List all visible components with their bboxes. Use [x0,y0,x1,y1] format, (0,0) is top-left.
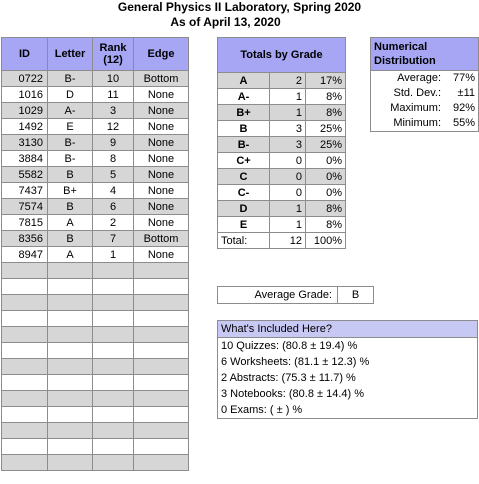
grade-cell: B- [218,137,270,153]
rank-cell: 8 [93,151,134,167]
distribution-value: 92% [452,102,475,114]
grade-cell: B+ [218,105,270,121]
student-id-cell [2,327,48,343]
empty-table-row [2,407,189,423]
table-row [2,119,189,135]
letter-cell [48,407,93,423]
rank-cell [93,391,134,407]
rank-cell: 9 [93,135,134,151]
percent-cell: 8% [306,217,346,233]
letter-cell [48,423,93,439]
grade-table-body [2,71,189,471]
edge-cell [134,311,189,327]
edge-cell: None [134,103,189,119]
count-cell: 3 [270,137,306,153]
edge-cell [134,327,189,343]
student-id-cell: 1029 [2,103,48,119]
distribution-value: ±11 [457,87,475,99]
student-id-cell: 1016 [2,87,48,103]
rank-cell [93,439,134,455]
col-id-header: ID [2,38,48,71]
table-row [2,103,189,119]
included-item: 0 Exams: ( ± ) % [221,404,303,416]
count-cell: 1 [270,89,306,105]
edge-cell: None [134,151,189,167]
rank-cell: 12 [93,119,134,135]
included-item: 6 Worksheets: (81.1 ± 12.3) % [221,356,370,368]
empty-table-row [2,327,189,343]
letter-cell: B- [48,151,93,167]
letter-cell: B- [48,71,93,87]
rank-cell: 6 [93,199,134,215]
student-id-cell [2,279,48,295]
average-grade-value: B [337,287,373,303]
letter-cell [48,375,93,391]
letter-cell: A [48,215,93,231]
empty-table-row [2,439,189,455]
distribution-value: 77% [452,72,475,84]
distribution-label: Minimum: [393,117,441,129]
distribution-row [371,101,478,116]
grade-table [1,37,189,471]
distribution-row [371,86,478,101]
rank-cell [93,311,134,327]
letter-cell: E [48,119,93,135]
student-id-cell [2,359,48,375]
edge-cell [134,279,189,295]
student-id-cell: 7815 [2,215,48,231]
edge-cell: None [134,167,189,183]
letter-cell: B+ [48,183,93,199]
date-text: As of April 13, 2020 [170,15,281,29]
table-row [2,167,189,183]
percent-cell: 17% [306,73,346,89]
totals-row [218,201,346,217]
total-label: Total: [218,233,270,249]
totals-row [218,169,346,185]
rank-cell [93,375,134,391]
rank-cell [93,295,134,311]
rank-cell: 2 [93,215,134,231]
letter-cell: A- [48,103,93,119]
total-count: 12 [270,233,306,249]
distribution-header-line1: Numerical [374,41,428,53]
percent-cell: 0% [306,153,346,169]
count-cell: 0 [270,185,306,201]
percent-cell: 0% [306,185,346,201]
letter-cell [48,359,93,375]
count-cell: 0 [270,169,306,185]
empty-table-row [2,343,189,359]
edge-cell [134,359,189,375]
date-line [0,15,479,30]
letter-cell [48,391,93,407]
rank-cell: 5 [93,167,134,183]
rank-cell [93,263,134,279]
letter-cell [48,455,93,471]
whats-included-header: What's Included Here? [218,321,477,338]
student-id-cell [2,391,48,407]
edge-cell: None [134,199,189,215]
grade-cell: A- [218,89,270,105]
totals-row [218,89,346,105]
count-cell: 3 [270,121,306,137]
distribution-header-line2: Distribution [374,55,436,67]
rank-cell [93,279,134,295]
empty-table-row [2,391,189,407]
distribution-label: Average: [397,72,441,84]
student-id-cell: 3130 [2,135,48,151]
letter-cell: B [48,199,93,215]
grade-cell: C+ [218,153,270,169]
edge-cell: None [134,87,189,103]
empty-table-row [2,263,189,279]
rank-cell: 11 [93,87,134,103]
student-id-cell: 7574 [2,199,48,215]
letter-cell: A [48,247,93,263]
totals-row [218,153,346,169]
table-row [2,71,189,87]
numerical-distribution [370,37,479,132]
grade-cell: D [218,201,270,217]
student-id-cell [2,423,48,439]
student-id-cell: 3884 [2,151,48,167]
total-pct: 100% [306,233,346,249]
table-row [2,247,189,263]
included-item: 2 Abstracts: (75.3 ± 11.7) % [221,372,356,384]
edge-cell: Bottom [134,231,189,247]
rank-cell: 1 [93,247,134,263]
rank-cell [93,359,134,375]
percent-cell: 25% [306,121,346,137]
empty-table-row [2,359,189,375]
letter-cell [48,343,93,359]
average-grade-box [217,286,374,304]
student-id-cell [2,343,48,359]
edge-cell: None [134,247,189,263]
student-id-cell: 0722 [2,71,48,87]
grade-table-header [2,38,189,71]
table-row [2,215,189,231]
empty-table-row [2,455,189,471]
totals-row [218,217,346,233]
totals-total-row [218,233,346,249]
edge-cell [134,295,189,311]
rank-header-line1: Rank [99,42,127,54]
table-row [2,151,189,167]
letter-cell: B- [48,135,93,151]
percent-cell: 8% [306,105,346,121]
rank-cell [93,343,134,359]
table-row [2,87,189,103]
empty-table-row [2,423,189,439]
edge-cell [134,263,189,279]
edge-cell [134,375,189,391]
distribution-label: Maximum: [390,102,441,114]
student-id-cell [2,263,48,279]
totals-row [218,137,346,153]
totals-row [218,121,346,137]
edge-cell [134,343,189,359]
col-letter-header: Letter [48,38,93,71]
totals-row [218,105,346,121]
col-edge-header: Edge [134,38,189,71]
distribution-row [371,116,478,131]
count-cell: 2 [270,73,306,89]
edge-cell: None [134,119,189,135]
rank-cell [93,455,134,471]
student-id-cell [2,295,48,311]
table-row [2,135,189,151]
edge-cell: None [134,183,189,199]
rank-cell: 10 [93,71,134,87]
percent-cell: 25% [306,137,346,153]
edge-cell: Bottom [134,71,189,87]
student-id-cell: 8356 [2,231,48,247]
letter-cell [48,279,93,295]
rank-cell [93,327,134,343]
rank-header-line2: (12) [103,54,123,66]
percent-cell: 8% [306,89,346,105]
whats-included-box [217,320,478,419]
table-row [2,231,189,247]
letter-cell [48,327,93,343]
grade-cell: C [218,169,270,185]
distribution-row [371,71,478,86]
grade-cell: A [218,73,270,89]
included-item: 3 Notebooks: (80.8 ± 14.4) % [221,388,365,400]
grade-cell: B [218,121,270,137]
edge-cell: None [134,215,189,231]
percent-cell: 0% [306,169,346,185]
edge-cell [134,439,189,455]
distribution-value: 55% [452,117,475,129]
empty-table-row [2,375,189,391]
distribution-header [371,38,478,71]
edge-cell [134,455,189,471]
empty-table-row [2,311,189,327]
empty-table-row [2,295,189,311]
rank-cell: 7 [93,231,134,247]
percent-cell: 8% [306,201,346,217]
student-id-cell: 5582 [2,167,48,183]
edge-cell [134,391,189,407]
student-id-cell: 1492 [2,119,48,135]
student-id-cell [2,439,48,455]
student-id-cell: 7437 [2,183,48,199]
col-rank-header [93,38,134,71]
student-id-cell [2,375,48,391]
whats-included-body [218,338,477,418]
distribution-body [371,71,478,131]
empty-table-row [2,279,189,295]
rank-cell [93,423,134,439]
letter-cell: B [48,167,93,183]
grade-cell: C- [218,185,270,201]
rank-cell: 4 [93,183,134,199]
count-cell: 0 [270,153,306,169]
page-title: General Physics II Laboratory, Spring 2020 [117,0,362,14]
count-cell: 1 [270,217,306,233]
totals-row [218,73,346,89]
student-id-cell [2,407,48,423]
letter-cell: D [48,87,93,103]
letter-cell [48,295,93,311]
rank-cell: 3 [93,103,134,119]
student-id-cell: 8947 [2,247,48,263]
student-id-cell [2,311,48,327]
table-row [2,199,189,215]
rank-cell [93,407,134,423]
letter-cell [48,263,93,279]
letter-cell [48,311,93,327]
average-grade-label: Average Grade: [254,289,332,301]
totals-row [218,185,346,201]
edge-cell [134,423,189,439]
edge-cell [134,407,189,423]
included-item: 10 Quizzes: (80.8 ± 19.4) % [221,340,358,352]
letter-cell [48,439,93,455]
distribution-label: Std. Dev.: [393,87,441,99]
letter-cell: B [48,231,93,247]
grade-cell: E [218,217,270,233]
count-cell: 1 [270,105,306,121]
count-cell: 1 [270,201,306,217]
student-id-cell [2,455,48,471]
totals-header: Totals by Grade [218,38,346,73]
table-row [2,183,189,199]
edge-cell: None [134,135,189,151]
totals-table [217,37,346,249]
totals-body [218,73,346,233]
